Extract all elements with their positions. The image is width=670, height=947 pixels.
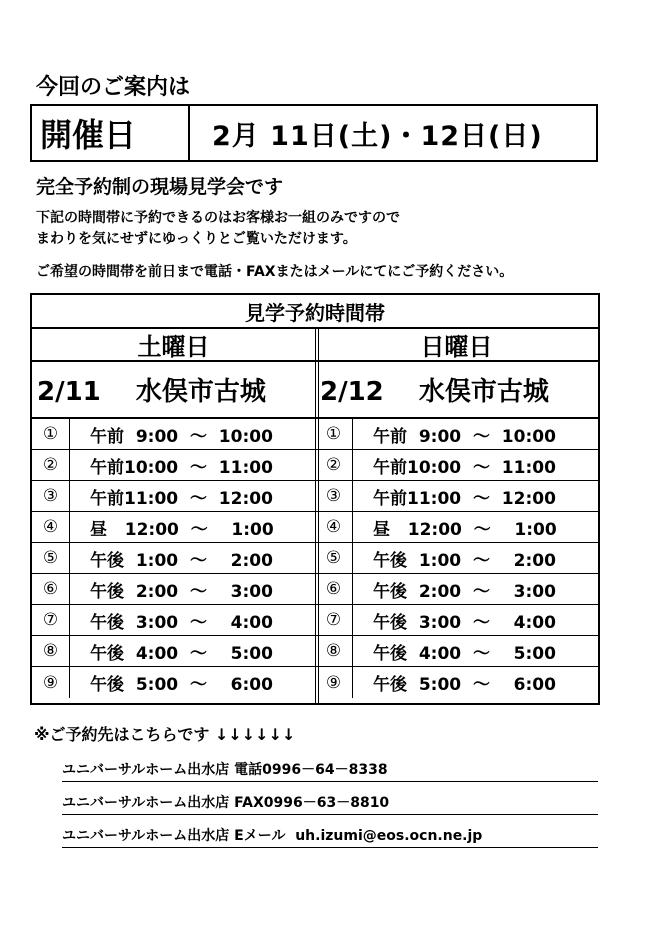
day-location: 2/12 水俣市古城 [315,362,598,419]
contact-phone[interactable]: ユニバーサルホーム出水店 電話0996－64－8338 [62,759,598,782]
time-slot[interactable] [32,574,315,605]
slot-time: 午前10:00 ～ 11:00 [373,457,556,478]
time-slot[interactable] [315,419,598,450]
time-slot[interactable] [32,481,315,512]
time-slot[interactable] [315,605,598,636]
time-slot[interactable] [315,512,598,543]
slot-time: 午後 5:00 ～ 6:00 [90,675,273,695]
slot-number: ⑨ [32,667,70,698]
slot-time: 午前 9:00 ～ 10:00 [90,426,273,447]
contact-email[interactable]: ユニバーサルホーム出水店 Eメール uh.izumi@eos.ocn.ne.jp [62,825,598,848]
time-slot[interactable] [32,419,315,450]
slot-number: ③ [315,481,353,511]
slot-time: 午後 2:00 ～ 3:00 [90,581,273,602]
slot-time: 午後 1:00 ～ 2:00 [90,550,273,571]
description-line-2: まわりを気にせずにゆっくりとご覧いただけます。 [36,231,357,247]
day-heading: 土曜日 [32,329,315,362]
slot-time: 午後 4:00 ～ 5:00 [90,643,273,664]
time-slot[interactable] [32,543,315,574]
slot-number: ② [315,450,353,480]
slot-list [315,419,598,698]
slot-number: ③ [32,481,70,511]
slot-number: ⑧ [315,636,353,666]
slot-number: ⑦ [32,605,70,635]
slot-time: 午前11:00 ～ 12:00 [90,488,273,509]
time-slot[interactable] [32,636,315,667]
time-slot[interactable] [315,667,598,698]
day-location: 2/11 水俣市古城 [32,362,315,419]
description-line-1: 下記の時間帯に予約できるのはお客様お一組のみですので [36,210,400,226]
time-slot[interactable] [32,512,315,543]
slot-list [32,419,315,698]
slot-time: 午後 4:00 ～ 5:00 [373,643,556,664]
headline: 完全予約制の現場見学会です [36,176,284,198]
time-slot[interactable] [315,543,598,574]
schedule-title: 見学予約時間帯 [32,295,598,329]
event-date-box [30,104,598,162]
slot-time: 午前 9:00 ～ 10:00 [373,426,556,447]
slot-number: ④ [315,512,353,542]
slot-number: ⑤ [32,543,70,573]
time-slot[interactable] [315,481,598,512]
description-line-3: ご希望の時間帯を前日まで電話・FAXまたはメールにてにご予約ください。 [36,264,514,280]
slot-number: ⑥ [32,574,70,604]
time-slot[interactable] [32,667,315,698]
time-slot[interactable] [315,636,598,667]
event-date-label: 開催日 [32,106,190,160]
contact-fax[interactable]: ユニバーサルホーム出水店 FAX0996－63－8810 [62,792,598,815]
contact-heading: ※ご予約先はこちらです ↓↓↓↓↓↓ [34,725,296,744]
slot-number: ① [32,419,70,449]
slot-time: 午前11:00 ～ 12:00 [373,488,556,509]
slot-number: ⑥ [315,574,353,604]
slot-number: ⑧ [32,636,70,666]
schedule-day-column-saturday [32,329,315,703]
intro-heading: 今回のご案内は [36,75,191,100]
slot-time: 午後 3:00 ～ 4:00 [373,612,556,633]
slot-number: ① [315,419,353,449]
day-heading: 日曜日 [315,329,598,362]
slot-time: 午後 1:00 ～ 2:00 [373,550,556,571]
slot-time: 昼 12:00 ～ 1:00 [373,519,557,540]
slot-time: 午後 3:00 ～ 4:00 [90,612,273,633]
time-slot[interactable] [315,450,598,481]
slot-time: 昼 12:00 ～ 1:00 [90,519,274,540]
time-slot[interactable] [315,574,598,605]
slot-number: ⑤ [315,543,353,573]
slot-time: 午後 2:00 ～ 3:00 [373,581,556,602]
time-slot[interactable] [32,605,315,636]
schedule-day-column-sunday [315,329,598,703]
schedule-table [30,293,600,705]
event-date-value: 2月 11日(土)・12日(日) [212,120,543,152]
slot-number: ⑨ [315,667,353,698]
slot-number: ② [32,450,70,480]
slot-number: ④ [32,512,70,542]
time-slot[interactable] [32,450,315,481]
slot-time: 午後 5:00 ～ 6:00 [373,675,556,695]
slot-number: ⑦ [315,605,353,635]
slot-time: 午前10:00 ～ 11:00 [90,457,273,478]
